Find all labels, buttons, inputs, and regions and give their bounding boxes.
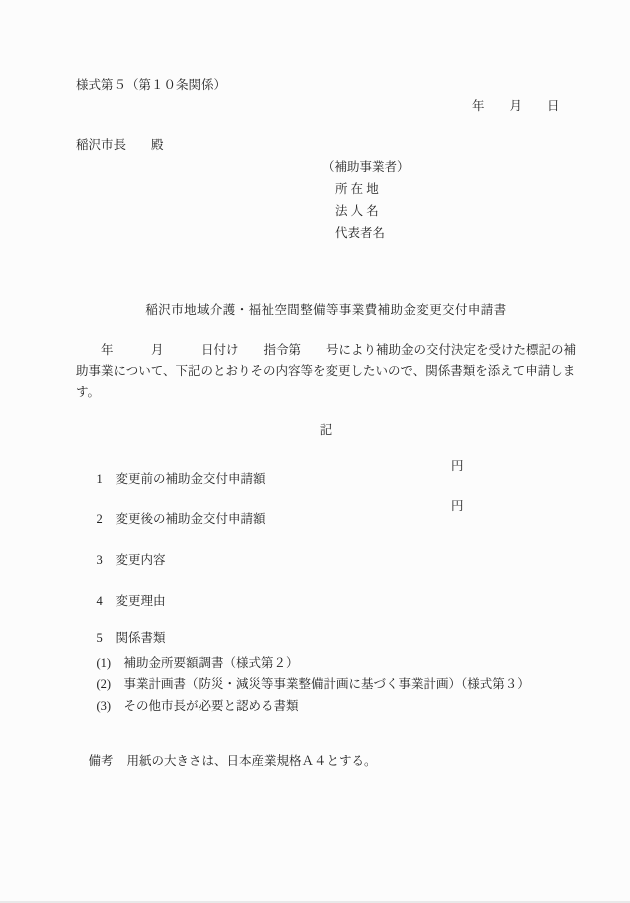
remarks-text: 用紙の大きさは、日本産業規格Ａ４とする。 — [126, 753, 377, 768]
addressee: 稲沢市長 殿 — [76, 138, 164, 152]
date-line: 年 月 日 — [472, 99, 560, 113]
sub-item-number: (3) — [96, 698, 112, 713]
item-number: 4 — [96, 593, 103, 608]
sub-item-number: (2) — [96, 676, 112, 691]
applicant-representative-label: 代表者名 — [335, 226, 386, 240]
item-label: 変更内容 — [115, 552, 166, 567]
item-label: 関係書類 — [115, 630, 166, 645]
yen-unit-label: 円 — [451, 499, 464, 513]
item-number: 5 — [96, 630, 103, 645]
sub-item-number: (1) — [96, 655, 112, 670]
applicant-corporate-name-label: 法 人 名 — [335, 204, 379, 218]
remarks-label: 備考 — [88, 753, 114, 768]
item-number: 3 — [96, 552, 103, 567]
body-paragraph-line-2: 助事業について、下記のとおりその内容等を変更したいので、関係書類を添えて申請しま — [76, 364, 576, 378]
sub-item-label: 事業計画書（防災・減災等事業整備計画に基づく事業計画）（様式第３） — [123, 676, 530, 691]
item-number: 2 — [96, 511, 103, 526]
item-label: 変更前の補助金交付申請額 — [115, 471, 266, 486]
item-number: 1 — [96, 471, 103, 486]
sub-item-row-3 — [84, 687, 299, 725]
record-heading: 記 — [319, 423, 333, 437]
applicant-address-label: 所 在 地 — [335, 182, 379, 196]
item-label: 変更後の補助金交付申請額 — [115, 511, 266, 526]
item-label: 変更理由 — [115, 593, 166, 608]
form-number: 様式第５（第１０条関係） — [76, 78, 227, 92]
yen-unit-label: 円 — [451, 459, 464, 473]
item-row-4 — [84, 582, 166, 620]
item-row-3 — [84, 541, 166, 579]
applicant-heading: （補助事業者） — [322, 160, 410, 174]
body-paragraph-line-1: 年 月 日付け 指令第 号により補助金の交付決定を受けた標記の補 — [76, 343, 577, 357]
remarks-note — [76, 742, 377, 780]
body-paragraph-line-3: す。 — [76, 385, 101, 399]
document-title: 稲沢市地域介護・福祉空間整備等事業費補助金変更交付申請書 — [145, 303, 507, 317]
sub-item-label: その他市長が必要と認める書類 — [123, 698, 299, 713]
sub-item-label: 補助金所要額調書（様式第２） — [123, 655, 299, 670]
